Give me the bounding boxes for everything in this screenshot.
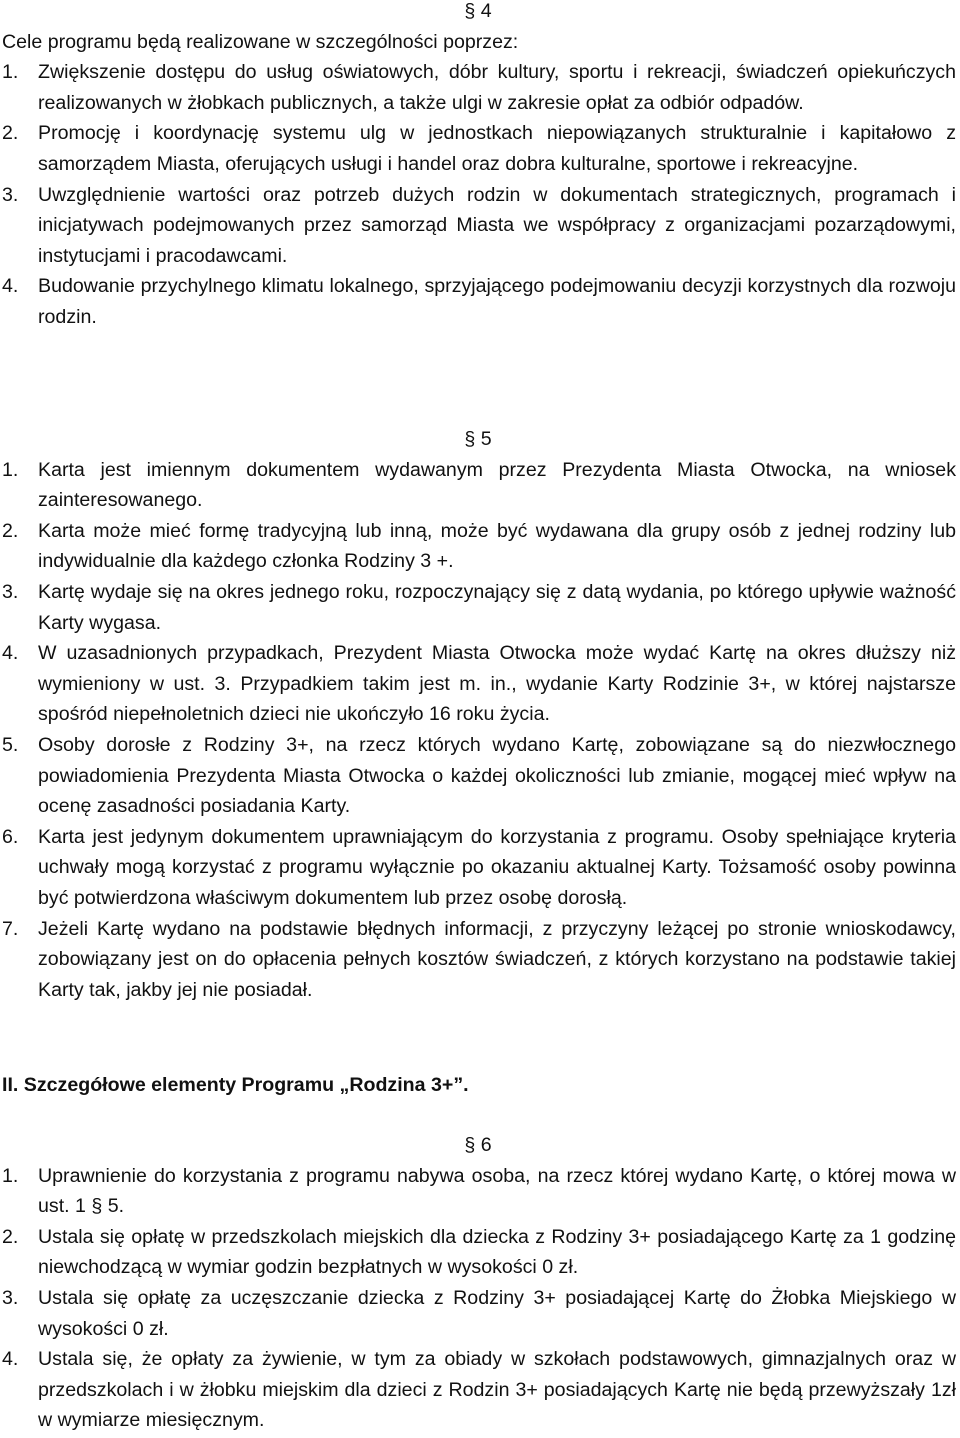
list-item: 2. Ustala się opłatę w przedszkolach miejskich dla dziecka z Rodziny 3+ posiadającego Kartę za 1 godzinę niewchodzącą w wymiar godzin bezpłatnych w wysokości 0 zł.: [2, 1225, 956, 1279]
list-item: 1. Karta jest imiennym dokumentem wydawanym przez Prezydenta Miasta Otwocka, na wniosek zainteresowanego.: [2, 458, 956, 512]
list-item: 6. Karta jest jedynym dokumentem uprawniającym do korzystania z programu. Osoby spełniające kryteria uchwały mogą korzystać z programu wyłącznie po okazaniu aktualnej Karty. Tożsamość osoby powinna być potwierdzona właściwym dokumentem lub przez osobę dorosłą.: [2, 825, 956, 909]
section-6: [0, 1130, 956, 1436]
section-4-list: [0, 57, 956, 332]
list-item: 1. Uprawnienie do korzystania z programu nabywa osoba, na rzecz której wydano Kartę, o której mowa w ust. 1 § 5.: [2, 1164, 956, 1218]
list-item: 5. Osoby dorosłe z Rodziny 3+, na rzecz których wydano Kartę, zobowiązane są do niezwłocznego powiadomienia Prezydenta Miasta Otwocka o każdej okoliczności lub zmianie, mogącej mieć wpływ na ocenę zasadności posiadania Karty.: [2, 733, 956, 818]
list-item: 3. Kartę wydaje się na okres jednego roku, rozpoczynający się z datą wydania, po którego upływie ważność Karty wygasa.: [2, 580, 956, 634]
section-4: [0, 0, 956, 333]
section-5-list: [0, 455, 956, 1006]
list-item: 7. Jeżeli Kartę wydano na podstawie błędnych informacji, z przyczyny leżącej po stronie wnioskodawcy, zobowiązany jest on do opłacenia pełnych kosztów świadczeń, z których korzystano na podstawie takiej Karty tak, jakby jej nie posiadał.: [2, 917, 956, 1001]
list-item: 4. W uzasadnionych przypadkach, Prezydent Miasta Otwocka może wydać Kartę na okres dłuższy niż wymieniony w ust. 3. Przypadkiem takim jest m. in., wydanie Karty Rodzinie 3+, w której najstarsze spośród niepełnoletnich dzieci nie ukończyło 16 roku życia.: [2, 642, 956, 726]
section-5-mark: § 5: [464, 428, 492, 450]
section-5: [0, 424, 956, 1005]
list-item: 3. Uwzględnienie wartości oraz potrzeb dużych rodzin w dokumentach strategicznych, programach i inicjatywach podejmowanych przez samorząd Miasta we współpracy z organizacjami pozarządowymi, instytucjami i pracodawcami.: [2, 183, 956, 267]
list-item: 1. Zwiększenie dostępu do usług oświatowych, dóbr kultury, sportu i rekreacji, świadczeń opiekuńczych realizowanych w żłobkach publicznych, a także ulgi w zakresie opłat za odbiór odpadów.: [2, 61, 956, 114]
section-4-mark: § 4: [464, 0, 492, 22]
list-item: 4. Budowanie przychylnego klimatu lokalnego, sprzyjającego podejmowaniu decyzji korzystnych dla rozwoju rodzin.: [2, 275, 956, 328]
list-item: 2. Promocję i koordynację systemu ulg w jednostkach niepowiązanych strukturalnie i kapitałowo z samorządem Miasta, oferujących usługi i handel oraz dobra kulturalne, sportowe i rekreacyjne.: [2, 122, 956, 175]
list-item: 2. Karta może mieć formę tradycyjną lub inną, może być wydawana dla grupy osób z jednej rodziny lub indywidualnie dla każdego członka Rodziny 3 +.: [2, 519, 956, 573]
list-item: 4. Ustala się, że opłaty za żywienie, w tym za obiady w szkołach podstawowych, gimnazjalnych oraz w przedszkolach i w żłobku miejskim dla dzieci z Rodzin 3+ posiadających Kartę nie będą przewyższały 1zł w wymiarze miesięcznym.: [2, 1348, 956, 1432]
chapter-2: [0, 1070, 956, 1101]
section-4-intro: Cele programu będą realizowane w szczególności poprzez:: [2, 30, 519, 53]
section-6-mark: § 6: [464, 1134, 492, 1156]
chapter-heading: II. Szczegółowe elementy Programu „Rodzina 3+”.: [2, 1074, 469, 1096]
list-item: 3. Ustala się opłatę za uczęszczanie dziecka z Rodziny 3+ posiadającej Kartę do Żłobka Miejskiego w wysokości 0 zł.: [2, 1286, 956, 1340]
section-6-list: [0, 1161, 956, 1436]
